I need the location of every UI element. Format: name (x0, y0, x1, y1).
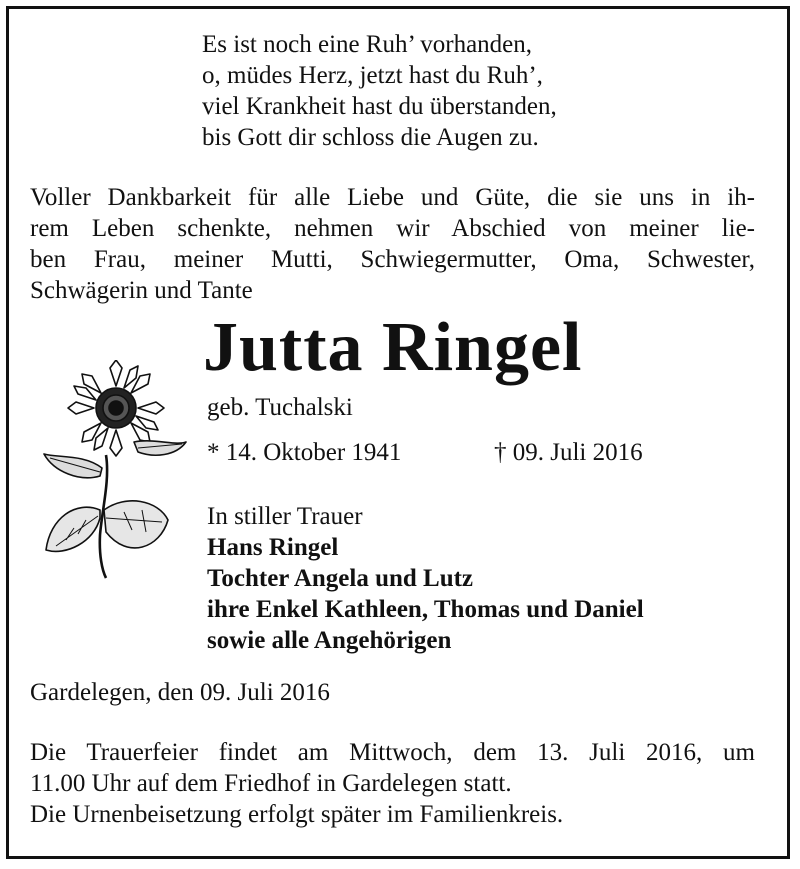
service-line: Die Trauerfeier findet am Mittwoch, dem 13. Juli 2016, um (30, 739, 755, 766)
poem-line: Es ist noch eine Ruh’ vorhanden, (202, 31, 533, 58)
mourner-name: Hans Ringel (207, 534, 339, 561)
poem-line: o, müdes Herz, jetzt hast du Ruh’, (202, 62, 543, 89)
mourners-heading: In stiller Trauer (207, 503, 363, 530)
mourner-name: ihre Enkel Kathleen, Thomas und Daniel (207, 596, 644, 623)
life-dates (207, 438, 643, 468)
service-line: 11.00 Uhr auf dem Friedhof in Gardelegen statt. (30, 770, 512, 797)
intro-line: Schwägerin und Tante (30, 277, 253, 304)
poem-line: bis Gott dir schloss die Augen zu. (202, 124, 539, 151)
mourner-name: sowie alle Angehörigen (207, 627, 452, 654)
place-date: Gardelegen, den 09. Juli 2016 (30, 679, 330, 706)
birth-name: geb. Tuchalski (207, 394, 353, 421)
birth-date: * 14. Oktober 1941 (207, 439, 402, 466)
mourners (207, 502, 644, 657)
intro-line: rem Leben schenkte, nehmen wir Abschied von meiner lie- (30, 215, 755, 242)
poem-line: viel Krankheit hast du überstanden, (202, 93, 557, 120)
death-date: † 09. Juli 2016 (494, 439, 643, 466)
intro-line: ben Frau, meiner Mutti, Schwiegermutter, Oma, Schwester, (30, 246, 755, 273)
sunflower-icon (36, 360, 196, 580)
service-line: Die Urnenbeisetzung erfolgt später im Familienkreis. (30, 801, 564, 828)
intro-text (30, 183, 755, 307)
intro-line: Voller Dankbarkeit für alle Liebe und Güte, die sie uns in ih- (30, 184, 755, 211)
service-info (30, 738, 755, 831)
mourner-name: Tochter Angela und Lutz (207, 565, 474, 592)
poem (202, 30, 557, 154)
deceased-name: Jutta Ringel (203, 309, 583, 386)
